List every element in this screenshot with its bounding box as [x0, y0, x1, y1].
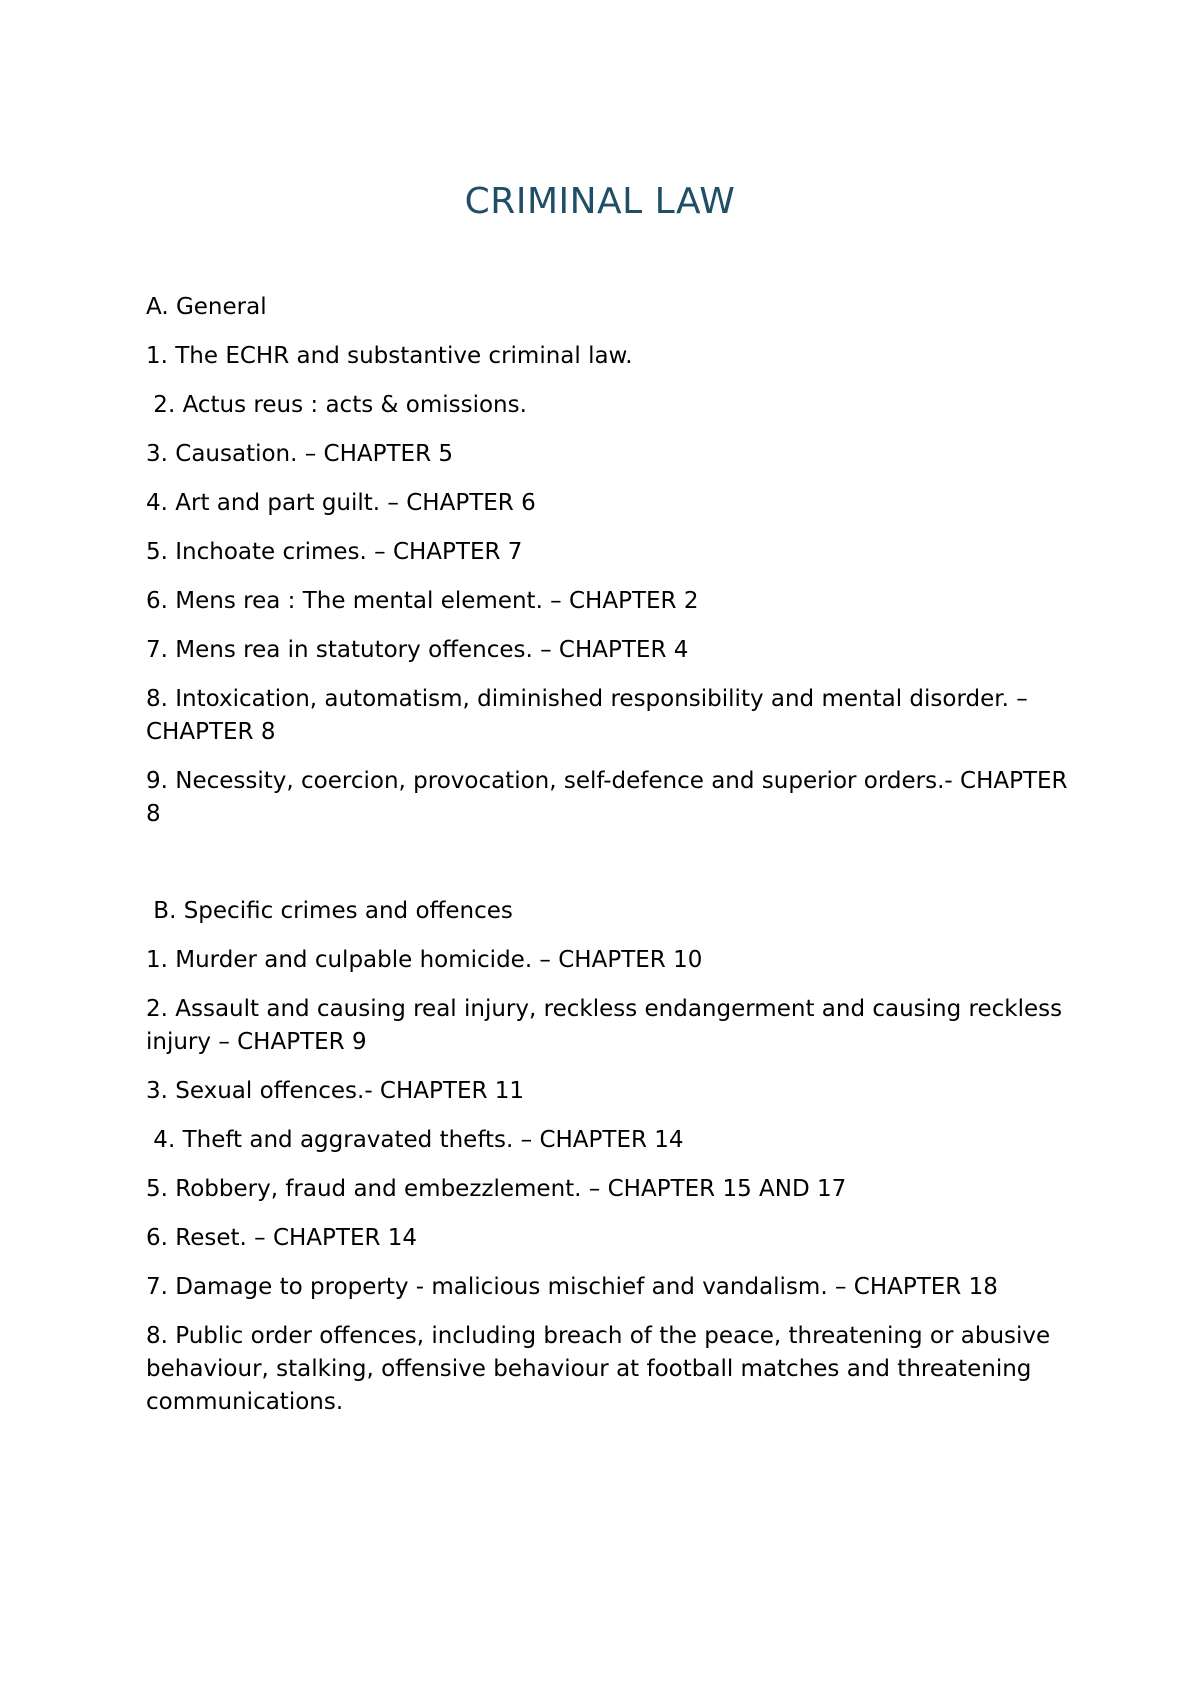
- section-b-heading: B. Specific crimes and offences: [146, 898, 513, 924]
- section-a-item-2: 2. Actus reus : acts & omissions.: [146, 392, 527, 418]
- section-a-item-1: 1. The ECHR and substantive criminal law.: [146, 343, 633, 369]
- document-title: CRIMINAL LAW: [464, 181, 736, 222]
- section-b-item-7: 7. Damage to property - malicious mischief and vandalism. – CHAPTER 18: [146, 1274, 998, 1300]
- section-a-item-9: 9. Necessity, coercion, provocation, self-defence and superior orders.- CHAPTER 8: [146, 768, 1068, 827]
- section-a-item-3: 3. Causation. – CHAPTER 5: [146, 441, 454, 467]
- section-b-item-2: 2. Assault and causing real injury, reckless endangerment and causing reckless injury – CHAPTER 9: [146, 996, 1063, 1055]
- section-b-item-4: 4. Theft and aggravated thefts. – CHAPTER 14: [146, 1127, 684, 1153]
- section-a-heading: A. General: [146, 294, 267, 320]
- section-a-item-8: 8. Intoxication, automatism, diminished responsibility and mental disorder. – CHAPTER 8: [146, 686, 1028, 745]
- section-b-item-1: 1. Murder and culpable homicide. – CHAPTER 10: [146, 947, 703, 973]
- section-a-item-7: 7. Mens rea in statutory offences. – CHAPTER 4: [146, 637, 689, 663]
- section-b-item-8: 8. Public order offences, including breach of the peace, threatening or abusive behaviour, stalking, offensive behaviour at football matches and threatening communications.: [146, 1323, 1051, 1415]
- section-a-item-4: 4. Art and part guilt. – CHAPTER 6: [146, 490, 536, 516]
- section-b-item-3: 3. Sexual offences.- CHAPTER 11: [146, 1078, 525, 1104]
- section-b-item-5: 5. Robbery, fraud and embezzlement. – CHAPTER 15 AND 17: [146, 1176, 847, 1202]
- section-a-item-5: 5. Inchoate crimes. – CHAPTER 7: [146, 539, 523, 565]
- section-a-item-6: 6. Mens rea : The mental element. – CHAPTER 2: [146, 588, 699, 614]
- section-b-item-6: 6. Reset. – CHAPTER 14: [146, 1225, 418, 1251]
